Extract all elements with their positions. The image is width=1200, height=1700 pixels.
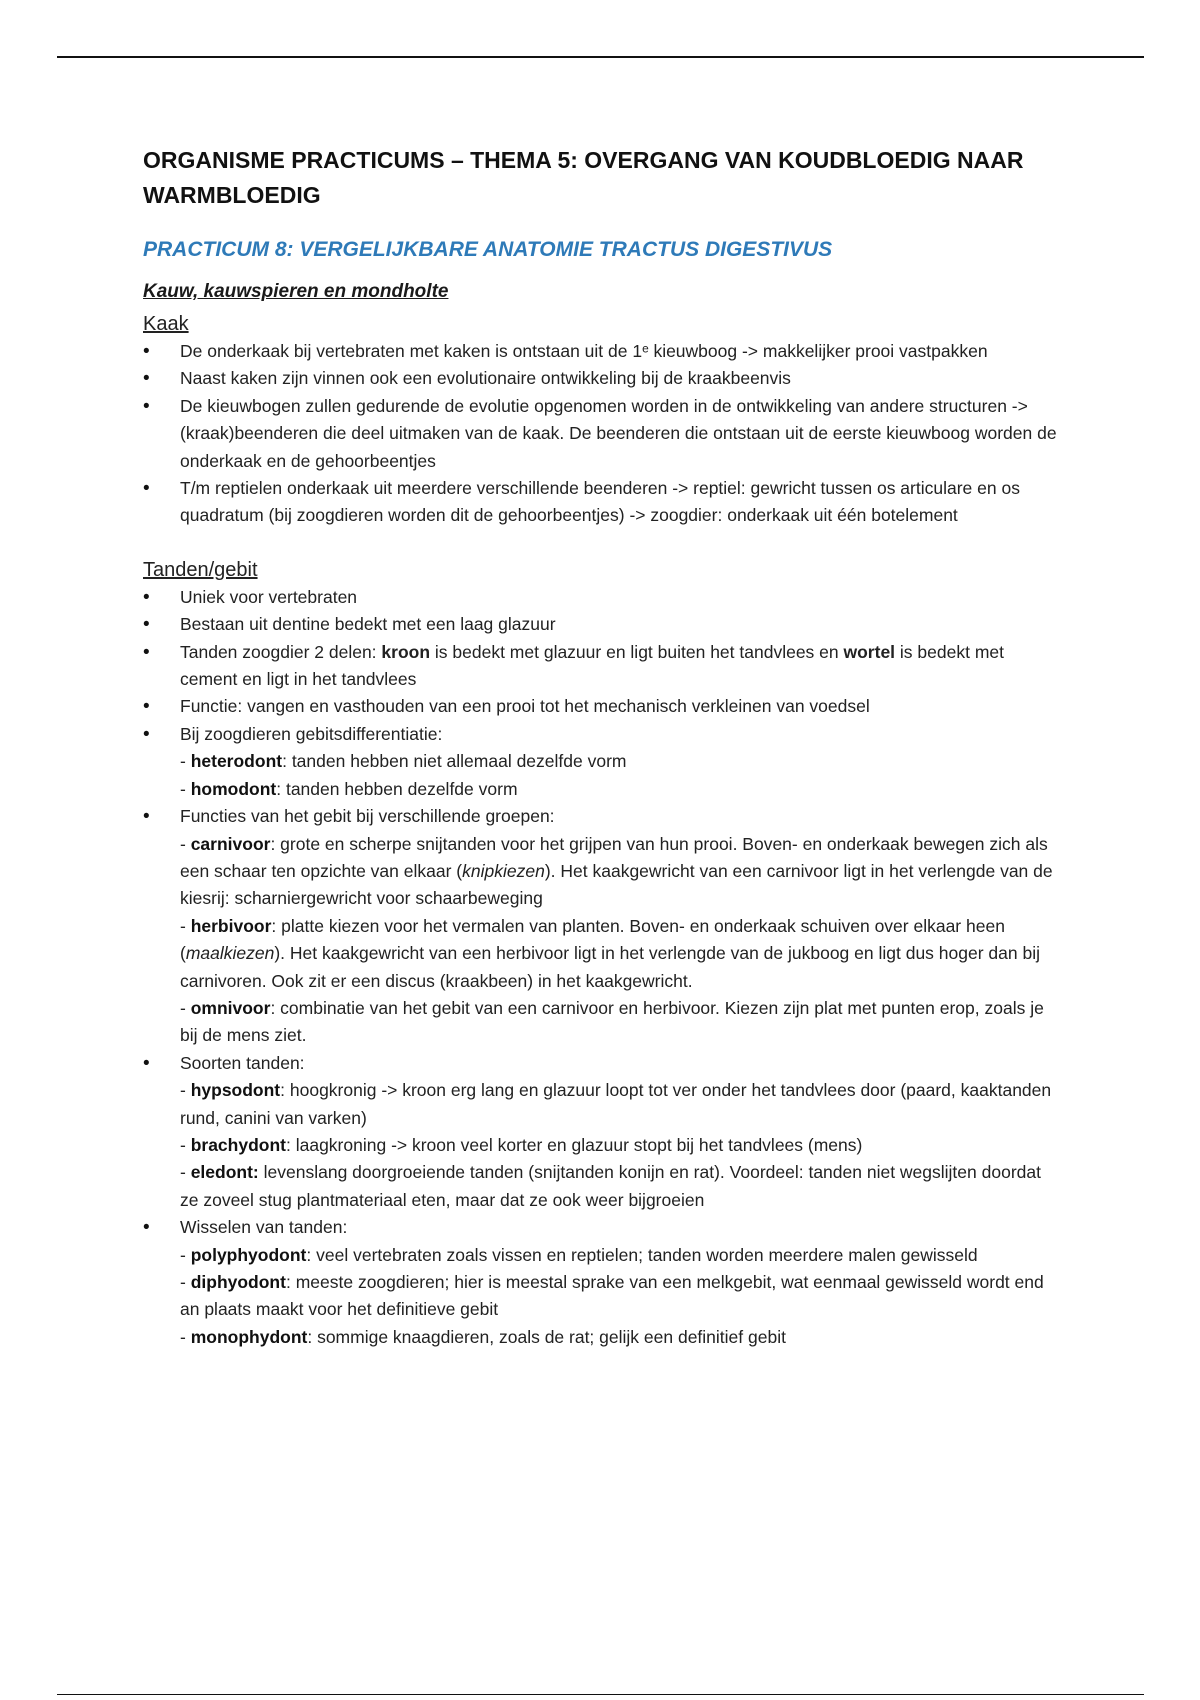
list-item [143,721,1063,803]
differentiatie-intro: • Bij zoogdieren gebitsdifferentiatie: [180,723,443,744]
term-homodont: homodont [190,778,277,799]
sub-item: - brachydont: laagkroning -> kroon veel korter en glazuur stopt bij het tandvlees (mens) [180,1134,863,1155]
term-polyphyodont: polyphyodont [190,1244,307,1265]
term-wortel: wortel [843,641,896,662]
term-eledont: eledont: [190,1162,259,1183]
document-body [143,143,1063,1351]
sub-text: : platte kiezen voor het vermalen van planten. Boven- en onderkaak schuiven over elkaar heen ( [180,915,1005,964]
sub-item: - herbivoor: platte kiezen voor het vermalen van planten. Boven- en onderkaak schuiven over elkaar heen (maalkiezen). Het kaakgewricht van een herbivoor ligt in het verlengde van de jukboog en ligt dus hoger dan bij carnivoren. Ook zit er een discus (kraakbeen) in het kaakgewricht. [180,915,1040,991]
sub-text: : veel vertebraten zoals vissen en reptielen; tanden worden meerdere malen gewisseld [306,1244,978,1265]
list-item: • De onderkaak bij vertebraten met kaken is ontstaan uit de 1ᵉ kieuwboog -> makkelijker prooi vastpakken [143,338,1063,365]
list-item: • T/m reptielen onderkaak uit meerdere verschillende beenderen -> reptiel: gewricht tussen os articulare en os quadratum (bij zoogdieren worden dit de gehoorbeentjes) -> zoogdier: onderkaak uit één botelement [143,475,1063,530]
title-line-1: ORGANISME PRACTICUMS – THEMA 5: OVERGANG VAN KOUDBLOEDIG NAAR [143,147,1024,173]
document-title [143,143,1063,213]
term-carnivoor: carnivoor [190,833,271,854]
sub-text: ). Het kaakgewricht van een herbivoor ligt in het verlengde van de jukboog en ligt dus hoger dan bij carnivoren. Ook zit er een discus (kraakbeen) in het kaakgewricht. [180,943,1040,991]
delen-text: is bedekt met glazuur en ligt buiten het tandvlees en [430,641,844,662]
sub-text: : laagkroning -> kroon veel korter en glazuur stopt bij het tandvlees (mens) [286,1134,863,1155]
practicum-heading: PRACTICUM 8: VERGELIJKBARE ANATOMIE TRACTUS DIGESTIVUS [143,238,833,261]
tanden-list [143,584,1063,1351]
list-item [143,1050,1063,1214]
delen-text: is bedekt met cement en ligt in het tandvlees [180,641,1004,690]
header-rule [57,56,1144,58]
sub-text: : grote en scherpe snijtanden voor het grijpen van hun prooi. Boven- en onderkaak bewegen zich als een schaar ten opzichte van elkaar ( [180,833,1048,881]
term-heterodont: heterodont [190,751,283,772]
title-line-2: WARMBLOEDIG [143,182,321,208]
list-item: • Bestaan uit dentine bedekt met een laag glazuur [143,611,1063,638]
sub-item: - carnivoor: grote en scherpe snijtanden voor het grijpen van hun prooi. Boven- en onderkaak bewegen zich als een schaar ten opzichte van elkaar (knipkiezen). Het kaakgewricht van een carnivoor ligt in het verlengde van de kiesrij: scharniergewricht voor schaarbeweging [180,833,1053,909]
sub-text: : tanden hebben niet allemaal dezelfde vorm [282,751,627,772]
tanden-heading: Tanden/gebit [143,558,258,581]
kaak-heading: Kaak [143,313,189,335]
term-omnivoor: omnivoor [190,997,271,1018]
sub-item: - omnivoor: combinatie van het gebit van een carnivoor en herbivoor. Kiezen zijn plat met punten erop, zoals je bij de mens ziet. [180,997,1044,1046]
term-herbivoor: herbivoor [190,915,272,936]
functies-intro: • Functies van het gebit bij verschillende groepen: [180,806,555,827]
list-item: • Functie: vangen en vasthouden van een prooi tot het mechanisch verkleinen van voedsel [143,693,1063,720]
sub-item: - hypsodont: hoogkronig -> kroon erg lang en glazuur loopt tot ver onder het tandvlees door (paard, kaaktanden rund, canini van varken) [180,1080,1052,1128]
sub-item: - diphyodont: meeste zoogdieren; hier is meestal sprake van een melkgebit, wat eenmaal gewisseld wordt end an plaats maakt voor het definitieve gebit [180,1272,1044,1320]
sub-text: : meeste zoogdieren; hier is meestal sprake van een melkgebit, wat eenmaal gewisseld wordt end an plaats maakt voor het definitieve gebit [180,1272,1044,1320]
list-item [143,803,1063,1050]
section-heading: Kauw, kauwspieren en mondholte [143,281,449,302]
sub-text: : tanden hebben dezelfde vorm [276,778,518,799]
term-hypsodont: hypsodont [190,1080,281,1101]
delen-text: Tanden zoogdier 2 delen: [180,641,382,662]
sub-item: - eledont: levenslang doorgroeiende tanden (snijtanden konijn en rat). Voordeel: tanden niet wegslijten doordat ze zoveel stug plantmateriaal eten, maar dat ze ook weer bijgroeien [180,1162,1041,1210]
wisselen-intro: • Wisselen van tanden: [180,1217,348,1238]
term-brachydont: brachydont [190,1134,286,1155]
list-item: • De kieuwbogen zullen gedurende de evolutie opgenomen worden in de ontwikkeling van andere structuren -> (kraak)beenderen die deel uitmaken van de kaak. De beenderen die ontstaan uit de eerste kieuwboog worden de onderkaak en de gehoorbeentjes [143,393,1063,475]
list-item [143,639,1063,694]
sub-text: : combinatie van het gebit van een carnivoor en herbivoor. Kiezen zijn plat met punten erop, zoals je bij de mens ziet. [180,997,1044,1046]
term-monophydont: monophydont [190,1326,308,1347]
sub-item: - polyphyodont: veel vertebraten zoals vissen en reptielen; tanden worden meerdere malen gewisseld [180,1244,978,1265]
kaak-list [143,338,1063,530]
sub-text: : hoogkronig -> kroon erg lang en glazuur loopt tot ver onder het tandvlees door (paard, kaaktanden rund, canini van varken) [180,1080,1052,1128]
sub-item: - homodont: tanden hebben dezelfde vorm [180,778,518,799]
sub-item: - monophydont: sommige knaagdieren, zoals de rat; gelijk een definitief gebit [180,1326,786,1347]
list-item: • Naast kaken zijn vinnen ook een evolutionaire ontwikkeling bij de kraakbeenvis [143,365,1063,392]
list-item: • Uniek voor vertebraten [143,584,1063,611]
sub-text: : sommige knaagdieren, zoals de rat; gelijk een definitief gebit [307,1326,786,1347]
term-knipkiezen: knipkiezen [462,860,545,881]
soorten-intro: • Soorten tanden: [180,1052,305,1073]
footer-rule [57,1694,1144,1695]
term-maalkiezen: maalkiezen [185,943,275,964]
sub-text: ). Het kaakgewricht van een carnivoor ligt in het verlengde van de kiesrij: scharniergewricht voor schaarbeweging [180,860,1053,909]
term-kroon: kroon [381,641,431,662]
term-diphyodont: diphyodont [190,1272,286,1292]
sub-item: - heterodont: tanden hebben niet allemaal dezelfde vorm [180,751,627,772]
sub-text: levenslang doorgroeiende tanden (snijtanden konijn en rat). Voordeel: tanden niet wegslijten doordat ze zoveel stug plantmateriaal eten, maar dat ze ook weer bijgroeien [180,1162,1041,1210]
list-item [143,1214,1063,1351]
